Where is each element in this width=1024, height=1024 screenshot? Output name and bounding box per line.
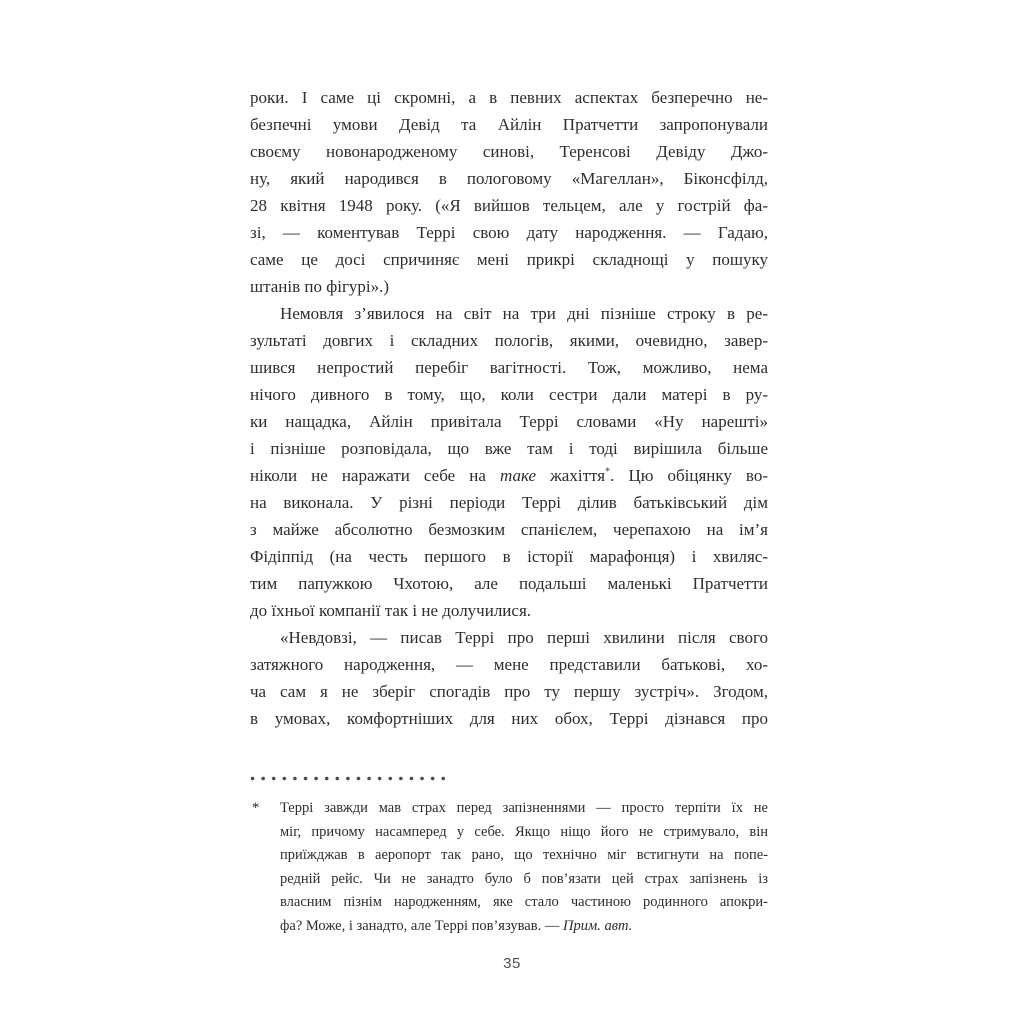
page-number: 35	[503, 955, 521, 972]
text-line: саме це досі спричиняє мені прикрі складнощі у пошуку	[250, 250, 768, 269]
footnote-line	[280, 915, 768, 939]
text-line: своєму новонародженому синові, Теренсові Девіду Джо-	[250, 142, 768, 161]
text-line: з майже абсолютно безмозким спанієлем, черепахою на ім’я	[250, 520, 768, 539]
footnote-line: власним пізнім народженням, яке стало частиною родинного апокри-	[280, 894, 768, 910]
paragraph	[250, 300, 768, 624]
text-line: роки. І саме ці скромні, а в певних аспектах безперечно не-	[250, 88, 768, 107]
text-span: . Цю обіцянку во-	[610, 466, 768, 485]
paragraph	[250, 84, 768, 300]
text-line: зультаті довгих і складних пологів, якими, очевидно, завер-	[250, 331, 768, 350]
text-line: ки нащадка, Айлін привітала Террі словами «Ну нарешті»	[250, 412, 768, 431]
footnote-line: міг, причому насамперед у себе. Якщо ніщо його не стримувало, він	[280, 823, 768, 840]
text-line	[250, 462, 768, 489]
text-line: «Невдовзі, — писав Террі про перші хвилини після свого	[280, 628, 768, 647]
text-line: безпечні умови Девід та Айлін Пратчетти запропонували	[250, 115, 768, 134]
text-line: тим папужкою Чхотою, але подальші маленькі Пратчетти	[250, 574, 768, 593]
text-line: штанів по фігурі».)	[250, 277, 390, 296]
paragraph	[250, 624, 768, 732]
footnote-marker: *	[252, 800, 260, 816]
footnote-reference: *	[605, 466, 611, 478]
footnote-line: редній рейс. Чи не занадто було б пов’язати цей страх запізнень із	[280, 870, 768, 887]
text-span: фа? Може, і занадто, але Террі пов’язував. —	[280, 917, 563, 934]
text-line: ну, який народився в пологовому «Магеллан», Біконсфілд,	[250, 169, 768, 188]
text-line: до їхньої компанії так і не долучилися.	[250, 601, 532, 620]
main-text	[250, 84, 768, 938]
text-line: Немовля з’явилося на світ на три дні пізніше строку в ре-	[280, 304, 768, 323]
text-line: нічого дивного в тому, що, коли сестри дали матері в ру-	[250, 385, 768, 404]
author-note-italic: Прим. авт.	[562, 917, 633, 934]
text-line: 28 квітня 1948 року. («Я вийшов тельцем, але у гострій фа-	[250, 196, 768, 215]
text-line: затяжного народження, — мене представили батькові, хо-	[250, 655, 768, 674]
text-line: в умовах, комфортніших для них обох, Террі дізнався про	[250, 709, 768, 728]
text-span: жахіття	[536, 466, 606, 485]
text-line: шився непростий перебіг вагітності. Тож, можливо, нема	[250, 358, 768, 377]
text-line: зі, — коментував Террі свою дату народження. — Гадаю,	[250, 223, 768, 242]
italic-text: таке	[499, 466, 537, 485]
footnote-line: приїжджав в аеропорт так рано, що технічно міг встигнути на попе-	[280, 847, 768, 863]
text-line: Фідіппід (на честь першого в історії марафонця) і хвиляс-	[250, 547, 768, 566]
footnote-separator	[250, 776, 451, 781]
text-span: ніколи не наражати себе на	[250, 466, 500, 485]
footnote	[250, 797, 768, 938]
text-line: на виконала. У різні періоди Террі ділив батьківський дім	[250, 493, 768, 512]
text-line: ча сам я не зберіг спогадів про ту першу зустріч». Згодом,	[250, 682, 768, 701]
footnote-line: Террі завжди мав страх перед запізненнями — просто терпіти їх не	[280, 800, 768, 816]
text-line: і пізніше розповідала, що вже там і тоді вирішила більше	[250, 439, 768, 458]
